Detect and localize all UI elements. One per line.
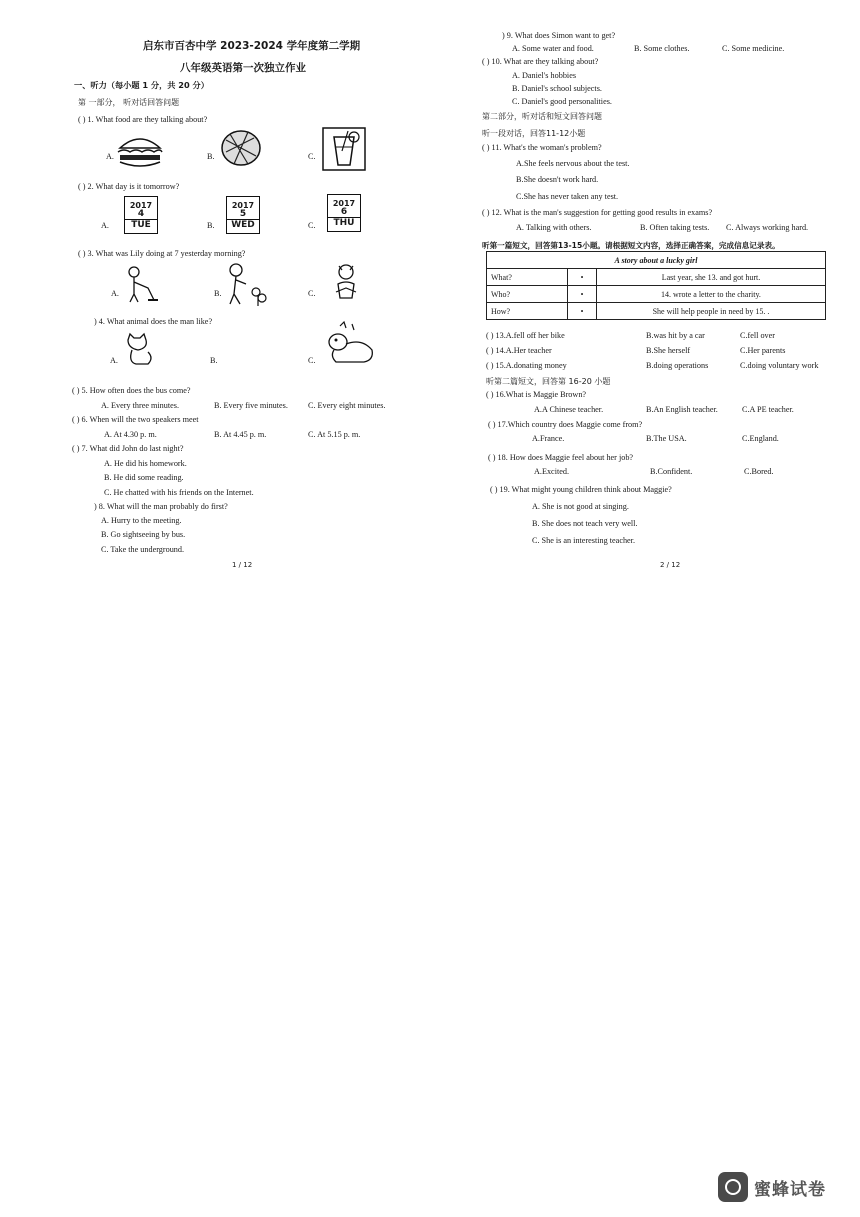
table-bullet: • — [568, 303, 597, 320]
watermark — [718, 1172, 826, 1202]
q6-option-b: B. At 4.45 p. m. — [214, 430, 267, 439]
question-8: ) 8. What will the man probably do first? — [94, 502, 228, 511]
hamburger-icon — [116, 132, 164, 168]
option-a-label: A. — [101, 221, 109, 230]
q9-option-b: B. Some clothes. — [634, 44, 690, 53]
option-b-label: B. — [207, 152, 215, 161]
option-c-label: C. — [308, 152, 316, 161]
dialogue-instruction: 听一段对话，回答11-12小题 — [482, 129, 586, 138]
question-9: ) 9. What does Simon want to get? — [502, 31, 616, 40]
option-a-label: A. — [106, 152, 114, 161]
question-1: ( ) 1. What food are they talking about? — [78, 115, 208, 124]
q10-option-a: A. Daniel's hobbies — [512, 71, 577, 80]
table-row — [487, 269, 826, 286]
table-value: She will help people in need by 15. . — [597, 303, 826, 320]
question-13: ( ) 13.A.fell off her bike — [486, 331, 565, 340]
q14-option-c: C.Her parents — [740, 346, 786, 355]
q18-option-c: C.Bored. — [744, 467, 774, 476]
q12-option-c: C. Always working hard. — [726, 223, 809, 232]
passage-two-instruction: 听第二篇短文，回答第 16-20 小题 — [486, 377, 611, 386]
calendar-year: 2017 — [231, 201, 255, 210]
option-c-label: C. — [308, 221, 316, 230]
page-number-left: 1 / 12 — [232, 561, 253, 569]
q5-option-b: B. Every five minutes. — [214, 401, 288, 410]
q5-option-a: A. Every three minutes. — [101, 401, 179, 410]
question-4: ) 4. What animal does the man like? — [94, 317, 213, 326]
option-c-label: C. — [308, 356, 316, 365]
q18-option-a: A.Excited. — [534, 467, 570, 476]
option-b-label: B. — [207, 221, 215, 230]
q16-option-b: B.An English teacher. — [646, 405, 718, 414]
question-2: ( ) 2. What day is it tomorrow? — [78, 182, 180, 191]
girl-reading-icon — [330, 262, 362, 304]
q15-option-b: B.doing operations — [646, 361, 709, 370]
table-bullet: • — [568, 269, 597, 286]
table-key: How? — [487, 303, 568, 320]
q13-option-b: B.was hit by a car — [646, 331, 705, 340]
question-16: ( ) 16.What is Maggie Brown? — [486, 390, 587, 399]
exam-subtitle: 八年级英语第一次独立作业 — [180, 62, 306, 74]
q19-option-c: C. She is an interesting teacher. — [532, 536, 635, 545]
watermark-text: 蜜蜂试卷 — [754, 1179, 826, 1200]
table-row — [487, 303, 826, 320]
section-heading-listening: 一、听力（每小题 1 分，共 20 分） — [74, 80, 209, 90]
calendar-number: 4 — [137, 209, 145, 219]
q11-option-a: A.She feels nervous about the test. — [516, 159, 630, 168]
calendar-tue — [124, 196, 158, 234]
calendar-day: TUE — [125, 219, 157, 230]
watermark-logo-icon — [718, 1172, 748, 1202]
option-a-label: A. — [111, 289, 119, 298]
option-b-label: B. — [210, 356, 218, 365]
q17-option-c: C.England. — [742, 434, 779, 443]
q9-option-a: A. Some water and food. — [512, 44, 594, 53]
table-row — [487, 286, 826, 303]
q7-option-a: A. He did his homework. — [104, 459, 187, 468]
question-14: ( ) 14.A.Her teacher — [486, 346, 552, 355]
q17-option-a: A.France. — [532, 434, 565, 443]
option-c-label: C. — [308, 289, 316, 298]
q6-option-c: C. At 5.15 p. m. — [308, 430, 361, 439]
part-two-heading: 第二部分，听对话和短文回答问题 — [482, 112, 602, 121]
part-one-heading: 第 一部分， 听对话回答问题 — [78, 98, 180, 107]
calendar-thu — [327, 194, 361, 232]
option-a-label: A. — [110, 356, 118, 365]
q9-option-c: C. Some medicine. — [722, 44, 785, 53]
table-title: A story about a lucky girl — [487, 252, 826, 269]
calendar-number: 5 — [239, 209, 247, 219]
q19-option-b: B. She does not teach very well. — [532, 519, 638, 528]
question-12: ( ) 12. What is the man's suggestion for getting good results in exams? — [482, 208, 713, 217]
q8-option-a: A. Hurry to the meeting. — [101, 516, 182, 525]
page-number-right: 2 / 12 — [660, 561, 681, 569]
q8-option-c: C. Take the underground. — [101, 545, 185, 554]
q10-option-b: B. Daniel's school subjects. — [512, 84, 602, 93]
passage-one-instruction: 听第一篇短文，回答第13-15小题。请根据短文内容，选择正确答案，完成信息记录表。 — [482, 241, 780, 250]
dog-icon — [322, 320, 378, 366]
question-5: ( ) 5. How often does the bus come? — [72, 386, 191, 395]
question-17: ( ) 17.Which country does Maggie come from? — [488, 420, 643, 429]
calendar-day: WED — [227, 219, 259, 230]
q5-option-c: C. Every eight minutes. — [308, 401, 386, 410]
q18-option-b: B.Confident. — [650, 467, 693, 476]
q7-option-b: B. He did some reading. — [104, 473, 184, 482]
q7-option-c: C. He chatted with his friends on the Internet. — [104, 488, 254, 497]
option-b-label: B. — [214, 289, 222, 298]
calendar-number: 6 — [340, 207, 348, 217]
girl-sweeping-icon — [124, 264, 158, 304]
question-10: ( ) 10. What are they talking about? — [482, 57, 599, 66]
table-key: Who? — [487, 286, 568, 303]
q16-option-c: C.A PE teacher. — [742, 405, 794, 414]
q10-option-c: C. Daniel's good personalities. — [512, 97, 612, 106]
exam-title: 启东市百杏中学 2023-2024 学年度第二学期 — [143, 40, 361, 52]
q12-option-b: B. Often taking tests. — [640, 223, 710, 232]
q19-option-a: A. She is not good at singing. — [532, 502, 629, 511]
question-15: ( ) 15.A.donating money — [486, 361, 567, 370]
cat-icon — [122, 332, 156, 366]
calendar-day: THU — [328, 217, 360, 228]
table-value: Last year, she 13. and got hurt. — [597, 269, 826, 286]
question-18: ( ) 18. How does Maggie feel about her job? — [488, 453, 634, 462]
calendar-year: 2017 — [332, 199, 356, 208]
q14-option-b: B.She herself — [646, 346, 691, 355]
question-7: ( ) 7. What did John do last night? — [72, 444, 184, 453]
info-table — [486, 251, 826, 320]
table-bullet: • — [568, 286, 597, 303]
pizza-icon — [218, 128, 264, 168]
girl-watering-flowers-icon — [224, 262, 270, 306]
q13-option-c: C.fell over — [740, 331, 776, 340]
q15-option-c: C.doing voluntary work — [740, 361, 819, 370]
q8-option-b: B. Go sightseeing by bus. — [101, 530, 186, 539]
table-key: What? — [487, 269, 568, 286]
question-3: ( ) 3. What was Lily doing at 7 yesterday morning? — [78, 249, 246, 258]
q17-option-b: B.The USA. — [646, 434, 687, 443]
question-19: ( ) 19. What might young children think about Maggie? — [490, 485, 672, 494]
question-6: ( ) 6. When will the two speakers meet — [72, 415, 199, 424]
q11-option-b: B.She doesn't work hard. — [516, 175, 599, 184]
q16-option-a: A.A Chinese teacher. — [534, 405, 604, 414]
drink-icon — [322, 127, 366, 171]
q11-option-c: C.She has never taken any test. — [516, 192, 619, 201]
table-value: 14. wrote a letter to the charity. — [597, 286, 826, 303]
question-11: ( ) 11. What's the woman's problem? — [482, 143, 602, 152]
calendar-wed — [226, 196, 260, 234]
q6-option-a: A. At 4.30 p. m. — [104, 430, 157, 439]
q12-option-a: A. Talking with others. — [516, 223, 592, 232]
calendar-year: 2017 — [129, 201, 153, 210]
